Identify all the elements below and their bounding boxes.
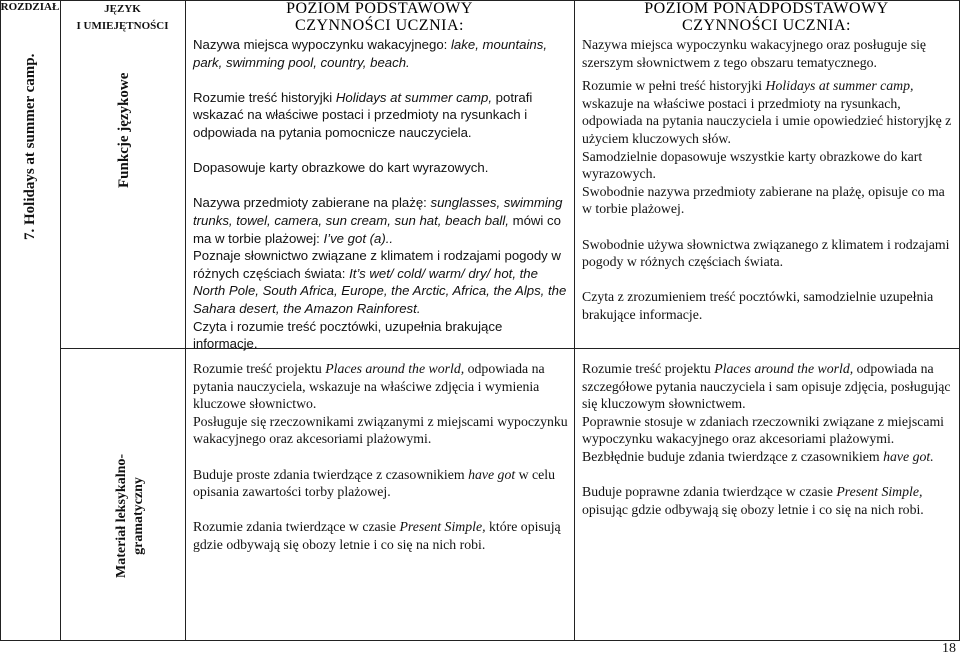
page-number: 18	[942, 641, 956, 656]
advanced-weather-item: Swobodnie używa słownictwa związanego z klimatem i rodzajami pogody w różnych częściach świata.	[582, 236, 950, 270]
advanced-cards-item: Samodzielnie dopasowuje wszystkie karty obrazkowe do kart wyrazowych.	[582, 148, 923, 182]
advanced-nouns-item: Poprawnie stosuje w zdaniach rzeczowniki związane z miejscami wypoczynku wakacyjnego oraz akcesoriami plażowymi.	[582, 413, 945, 447]
column-divider-3	[574, 0, 575, 640]
advanced-beach-item: Swobodnie nazywa przedmioty zabierane na plażę, opisuje co ma w torbie plażowej.	[582, 183, 945, 217]
basic-beach-items: Nazywa przedmioty zabierane na plażę: sunglasses, swimming trunks, towel, camera, sun cream, sun hat, beach ball, mówi co ma w torbie plażowej: I’ve got (a)..	[193, 195, 563, 246]
advanced-material-cell	[582, 360, 954, 518]
header-advanced-level: POZIOM PONADPODSTAWOWY CZYNNOŚCI UCZNIA:	[644, 0, 889, 34]
advanced-have-got-item: Bezbłędnie buduje zdania twierdzące z czasownikiem have got.	[582, 448, 934, 464]
section-label-material: Materiał leksykalno- gramatyczny	[114, 453, 146, 578]
advanced-present-simple-item: Buduje poprawne zdania twierdzące w czasie Present Simple, opisując gdzie odbywają się obozy letnie i co się na nich robi.	[582, 484, 924, 517]
advanced-story-item: Rozumie w pełni treść historyjki Holidays at summer camp, wskazuje na właściwe postaci i przedmioty na rysunkach, odpowiada na pytania nauczyciela i umie opowiedzieć historyjkę z użyciem kluczowych słów.	[582, 78, 952, 146]
table-border-left	[0, 0, 1, 640]
section-label-functions: Funkcje językowe	[116, 72, 132, 188]
basic-nouns-item: Posługuje się rzeczownikami związanymi z miejscami wypoczynku wakacyjnego oraz akcesoriami plażowymi.	[193, 413, 568, 447]
basic-cards-item: Dopasowuje karty obrazkowe do kart wyrazowych.	[193, 160, 489, 176]
basic-functions-cell	[193, 36, 569, 353]
advanced-postcard-item: Czyta z zrozumieniem treść pocztówki, samodzielnie uzupełnia brakujące informacje.	[582, 289, 934, 322]
basic-postcard-item: Czyta i rozumie treść pocztówki, uzupełnia brakujące informacje.	[193, 318, 503, 352]
basic-material-cell	[193, 360, 569, 554]
basic-present-simple-item: Rozumie zdania twierdzące w czasie Present Simple, które opisują gdzie odbywają się obozy letnie i co się na nich robi.	[193, 519, 561, 552]
basic-places-item: Nazywa miejsca wypoczynku wakacyjnego: lake, mountains, park, swimming pool, country, beach.	[193, 37, 548, 70]
advanced-project-item: Rozumie treść projektu Places around the world, odpowiada na szczegółowe pytania nauczyciela i sam opisuje zdjęcia, posługując się kluczowym słownictwem.	[582, 361, 951, 412]
basic-have-got-item: Buduje proste zdania twierdzące z czasownikiem have got w celu opisania zawartości torby plażowej.	[193, 466, 556, 500]
advanced-places-item: Nazywa miejsca wypoczynku wakacyjnego oraz posługuje się szerszym słownictwem z tego obszaru tematycznego.	[582, 37, 927, 70]
column-divider-1	[60, 0, 61, 640]
advanced-functions-cell	[582, 36, 954, 324]
table-border-bottom	[0, 640, 960, 641]
header-basic-level: POZIOM PODSTAWOWY CZYNNOŚCI UCZNIA:	[286, 0, 473, 34]
header-rozdzial: ROZDZIAŁ	[0, 1, 60, 13]
header-jezyk: JĘZYK I UMIEJĘTNOŚCI	[76, 3, 169, 32]
basic-project-item: Rozumie treść projektu Places around the world, odpowiada na pytania nauczyciela, wskazuje na właściwe zdjęcia i wymienia kluczowe słownictwo.	[193, 361, 545, 412]
basic-story-item: Rozumie treść historyjki Holidays at summer camp, potrafi wskazać na właściwe postaci i przedmioty na rysunkach i odpowiada na pytania pomocnicze nauczyciela.	[193, 89, 533, 140]
column-divider-2	[185, 0, 186, 640]
basic-weather-item: Poznaje słownictwo związane z klimatem i rodzajami pogody w różnych częściach świata: It’s wet/ cold/ warm/ dry/ hot, the North Pole, South Africa, Europe, the Arctic, Africa, the Alps, the Sahara desert, the Amazon Rainforest.	[193, 248, 567, 316]
chapter-title: 7. Holidays at summer camp.	[22, 53, 38, 240]
